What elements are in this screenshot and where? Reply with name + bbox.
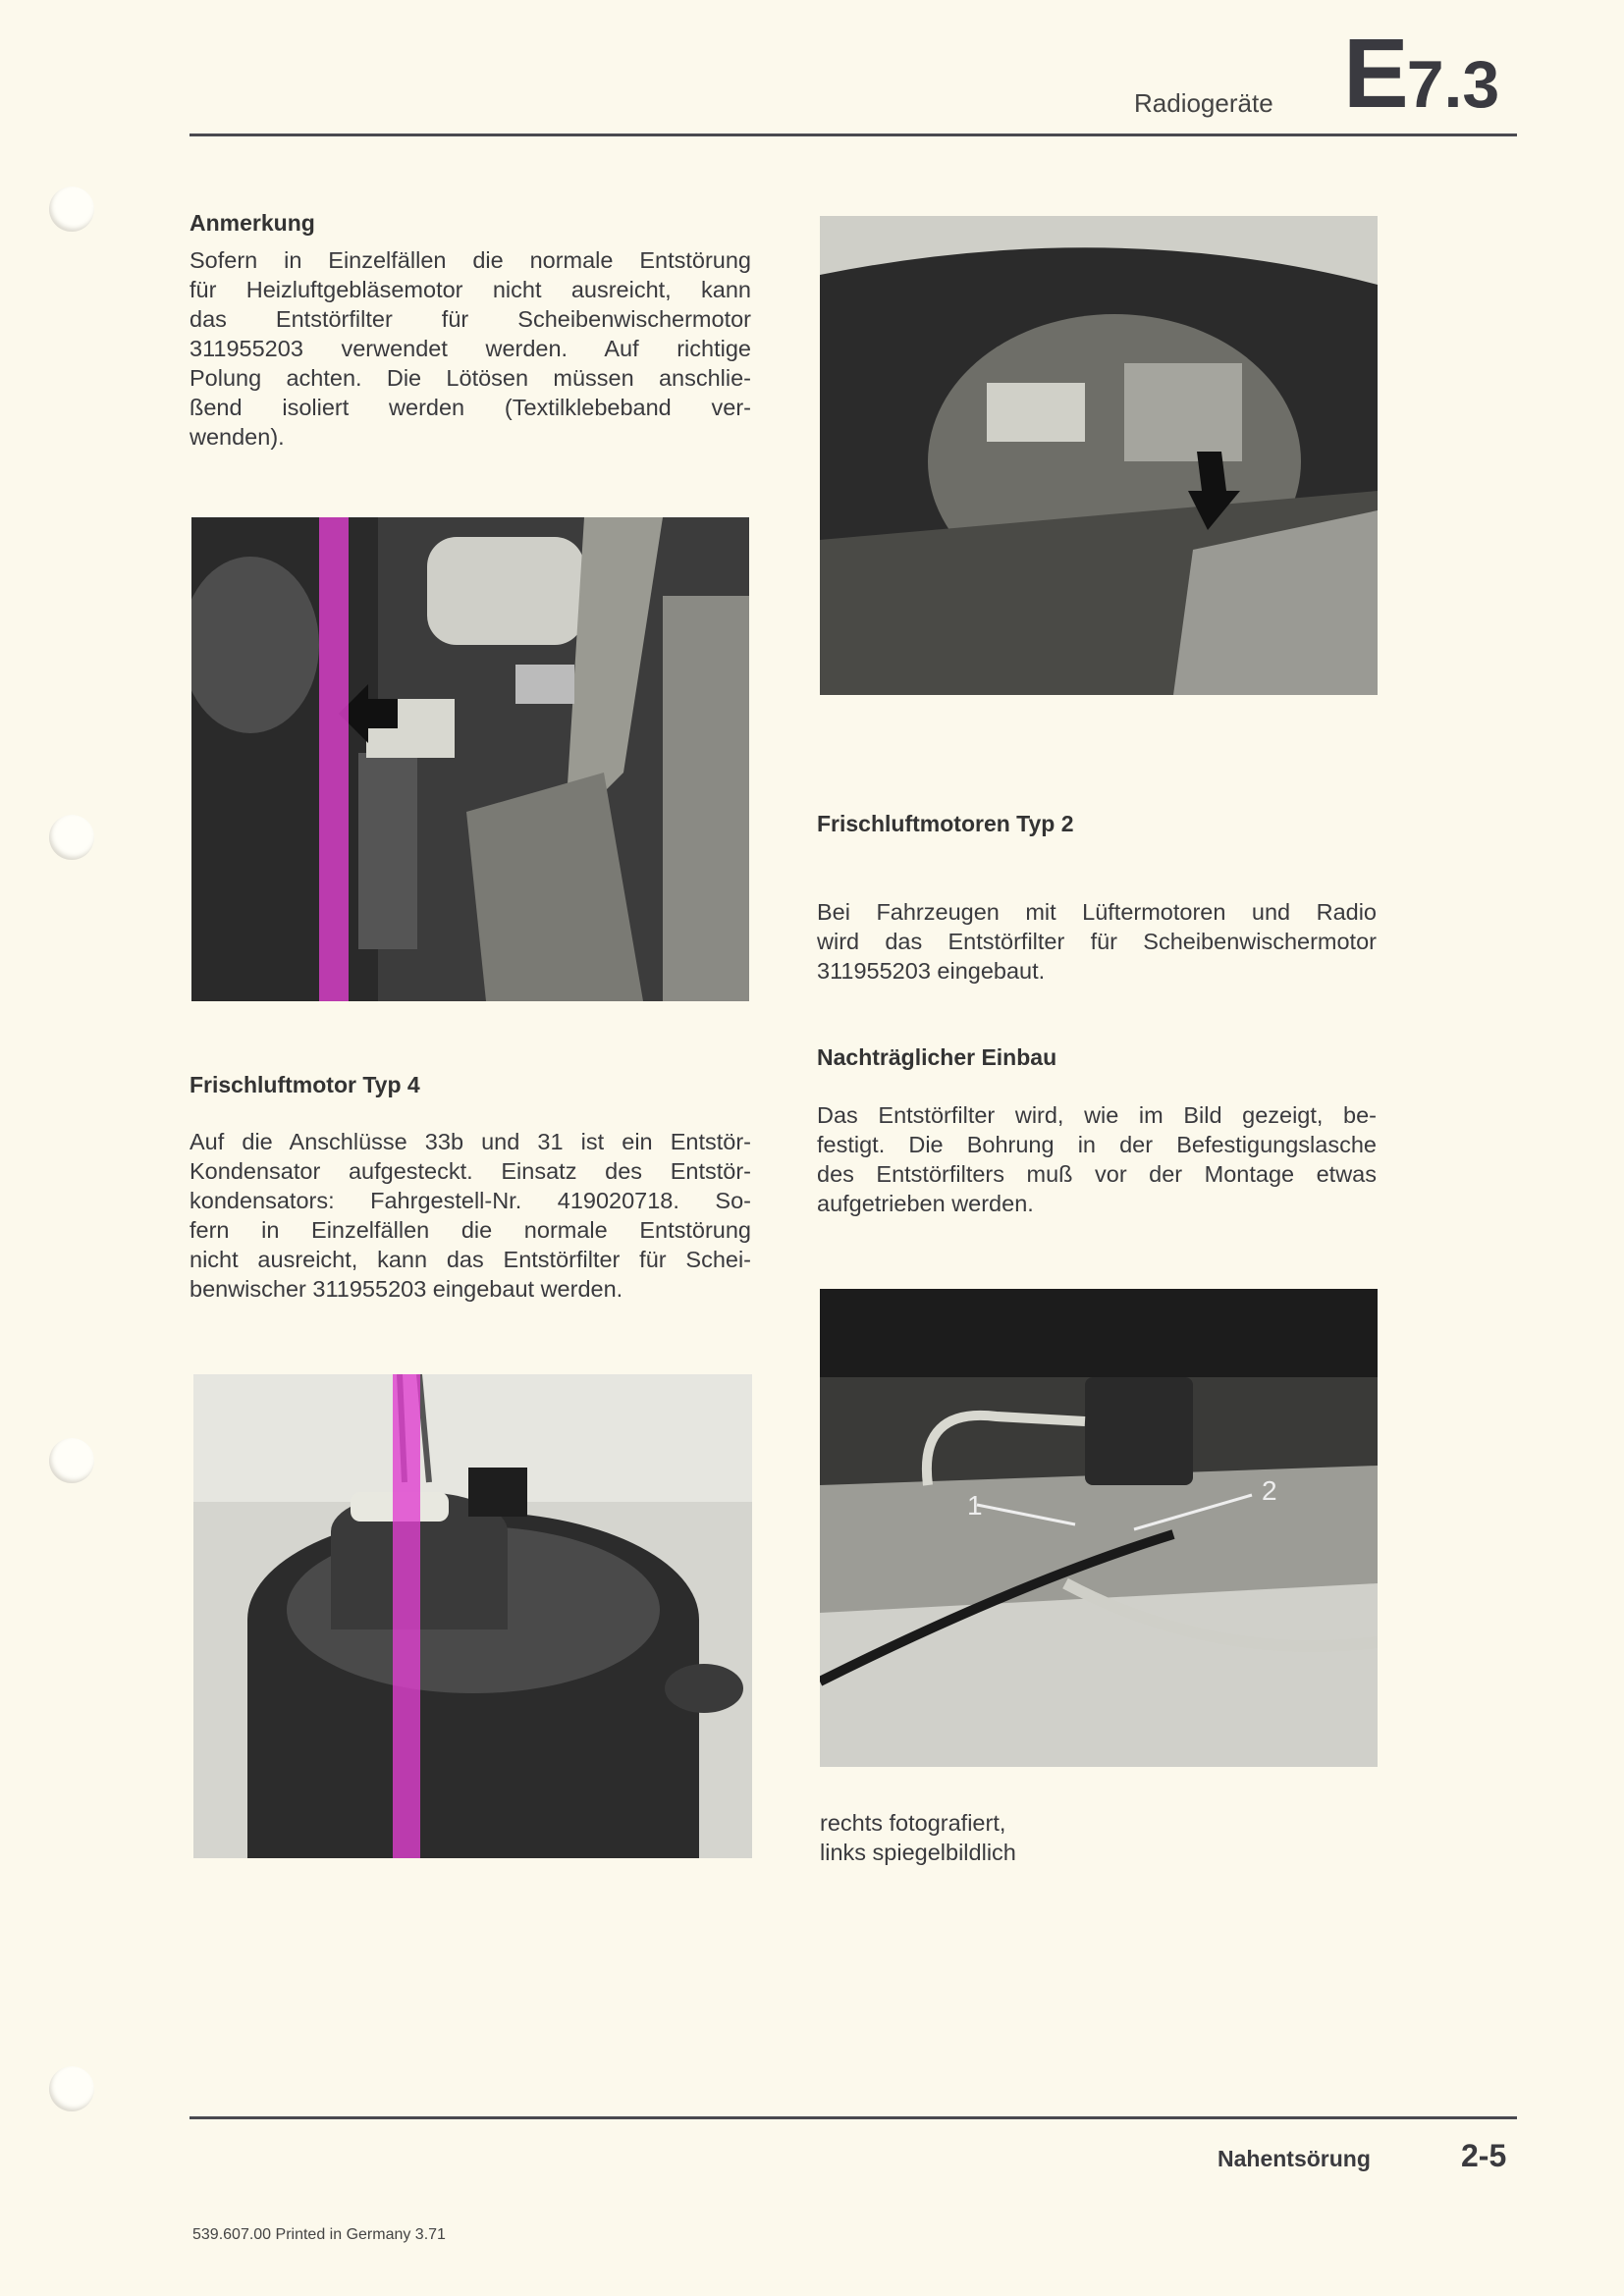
typ2-heading: Frischluftmotoren Typ 2: [817, 811, 1074, 836]
text-line: 311955203 verwendet werden. Auf richtige: [189, 336, 751, 361]
note-heading: Anmerkung: [189, 210, 315, 236]
text-line: ßend isoliert werden (Textilklebeband ver-: [189, 395, 751, 420]
text-line: für Heizluftgebläsemotor nicht ausreicht, kann: [189, 277, 751, 302]
punch-hole: [49, 2066, 94, 2111]
text-line: fern in Einzelfällen die normale Entstörung: [189, 1217, 751, 1243]
page-number: 2-5: [1461, 2138, 1507, 2173]
text-line: wird das Entstörfilter für Scheibenwischermotor: [817, 929, 1377, 954]
text-line: des Entstörfilters muß vor der Montage etwas: [817, 1161, 1377, 1187]
typ2-paragraph: [817, 897, 1377, 986]
text-line: Polung achten. Die Lötösen müssen anschlie-: [189, 365, 751, 391]
photo-fresh-air-motor-typ2: [820, 216, 1378, 695]
photo-caption: [820, 1808, 1311, 1867]
punch-hole: [49, 815, 94, 860]
header-rule: [189, 133, 1517, 136]
section-code: [1343, 18, 1499, 131]
retrofit-heading: Nachträglicher Einbau: [817, 1044, 1057, 1070]
text-line: festigt. Die Bohrung in der Befestigungslasche: [817, 1132, 1377, 1157]
text-line: benwischer 311955203 eingebaut werden.: [189, 1276, 623, 1302]
photo-label-1: 1: [967, 1490, 983, 1521]
section-letter: E: [1343, 19, 1407, 129]
photo-label-2: 2: [1262, 1475, 1277, 1506]
text-line: Auf die Anschlüsse 33b und 31 ist ein Entstör-: [189, 1129, 751, 1154]
footer-section-name: Nahentsörung: [1218, 2146, 1371, 2171]
text-line: Das Entstörfilter wird, wie im Bild gezeigt, be-: [817, 1102, 1377, 1128]
note-paragraph: [189, 245, 751, 452]
text-line: Kondensator aufgesteckt. Einsatz des Entstör-: [189, 1158, 751, 1184]
typ4-heading: Frischluftmotor Typ 4: [189, 1072, 420, 1097]
text-line: 311955203 eingebaut.: [817, 958, 1046, 984]
typ4-paragraph: [189, 1127, 751, 1304]
text-line: Sofern in Einzelfällen die normale Entstörung: [189, 247, 751, 273]
text-line: nicht ausreicht, kann das Entstörfilter für Schei-: [189, 1247, 751, 1272]
photo-retrofit-installation: [820, 1289, 1378, 1767]
print-info: 539.607.00 Printed in Germany 3.71: [192, 2226, 446, 2243]
punch-hole: [49, 187, 94, 232]
photo-fresh-air-motor-typ4: [193, 1374, 752, 1858]
section-number: 7.3: [1406, 47, 1500, 122]
text-line: Bei Fahrzeugen mit Lüftermotoren und Radio: [817, 899, 1377, 925]
text-line: kondensators: Fahrgestell-Nr. 419020718. So-: [189, 1188, 751, 1213]
caption-line: links spiegelbildlich: [820, 1840, 1016, 1865]
text-line: wenden).: [189, 424, 285, 450]
text-line: das Entstörfilter für Scheibenwischermotor: [189, 306, 751, 332]
text-line: aufgetrieben werden.: [817, 1191, 1034, 1216]
punch-hole: [49, 1438, 94, 1483]
caption-line: rechts fotografiert,: [820, 1810, 1006, 1836]
photo-heater-blower-filter: [191, 517, 749, 1001]
chapter-title: Radiogeräte: [1134, 88, 1273, 118]
retrofit-paragraph: [817, 1100, 1377, 1218]
footer-rule: [189, 2116, 1517, 2119]
